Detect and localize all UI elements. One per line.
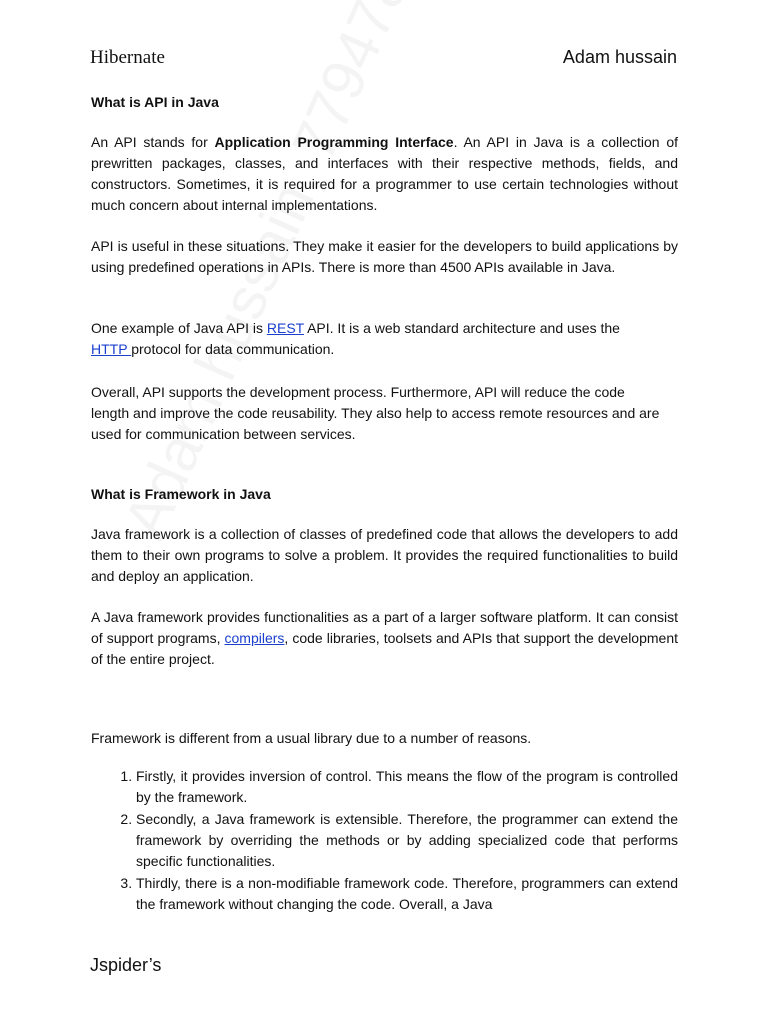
paragraph-api-definition: [91, 132, 678, 216]
compilers-link[interactable]: compilers: [224, 630, 285, 646]
text: One example of Java API is: [91, 320, 267, 336]
list-item: 3. Thirdly, there is a non-modifiable framework code. Therefore, programmers can extend the framework without changing the code. Overall, a Java: [136, 873, 678, 915]
bold-term: Application Programming Interface: [214, 134, 454, 150]
paragraph-api-example: [91, 318, 678, 360]
footer-text: Jspider’s: [90, 955, 162, 975]
text: API. It is a web standard architecture and uses the: [303, 320, 620, 336]
text: protocol for data communication.: [131, 341, 335, 357]
paragraph-framework-definition: Java framework is a collection of classes of predefined code that allows the developers to add them to their own programs to solve a problem. It provides the required functionalities to build and deploy an application.: [91, 526, 678, 584]
paragraph-framework-different: Framework is different from a usual library due to a number of reasons.: [91, 730, 532, 746]
rest-link[interactable]: REST: [266, 320, 304, 336]
paragraph-api-usefulness: API is useful in these situations. They make it easier for the developers to build applications by using predefined operations in APIs. There is more than 4500 APIs available in Java.: [91, 238, 678, 275]
section-heading-framework: What is Framework in Java: [91, 486, 271, 502]
text: A Java framework provides functionalities as a part of a larger software platform. It can consist of support programs,: [91, 609, 678, 646]
header-title: Hibernate: [90, 47, 165, 68]
text: An API stands for: [91, 134, 215, 150]
text: , code libraries, toolsets and APIs that support the development of the entire project.: [91, 630, 679, 667]
paragraph-framework-platform: [91, 607, 678, 670]
http-link[interactable]: HTTP: [91, 341, 132, 357]
text: . An API in Java is a collection of prewritten packages, classes, and interfaces with their respective methods, fields, and constructors. Sometimes, it is required for a programmer to use certain technologies without much concern about internal implementations.: [91, 134, 679, 213]
paragraph-api-overall: Overall, API supports the development process. Furthermore, API will reduce the code length and improve the code reusability. They also help to access remote resources and are used for communication between services.: [91, 384, 660, 442]
section-heading-api: What is API in Java: [91, 94, 219, 110]
header-author: Adam hussain: [562, 47, 677, 67]
reasons-list: [91, 766, 678, 916]
list-item: 2. Secondly, a Java framework is extensible. Therefore, the programmer can extend the framework by overriding the methods or by adding specialized code that performs specific functionalities.: [136, 809, 678, 872]
list-item: 1. Firstly, it provides inversion of control. This means the flow of the program is controlled by the framework.: [136, 766, 678, 808]
